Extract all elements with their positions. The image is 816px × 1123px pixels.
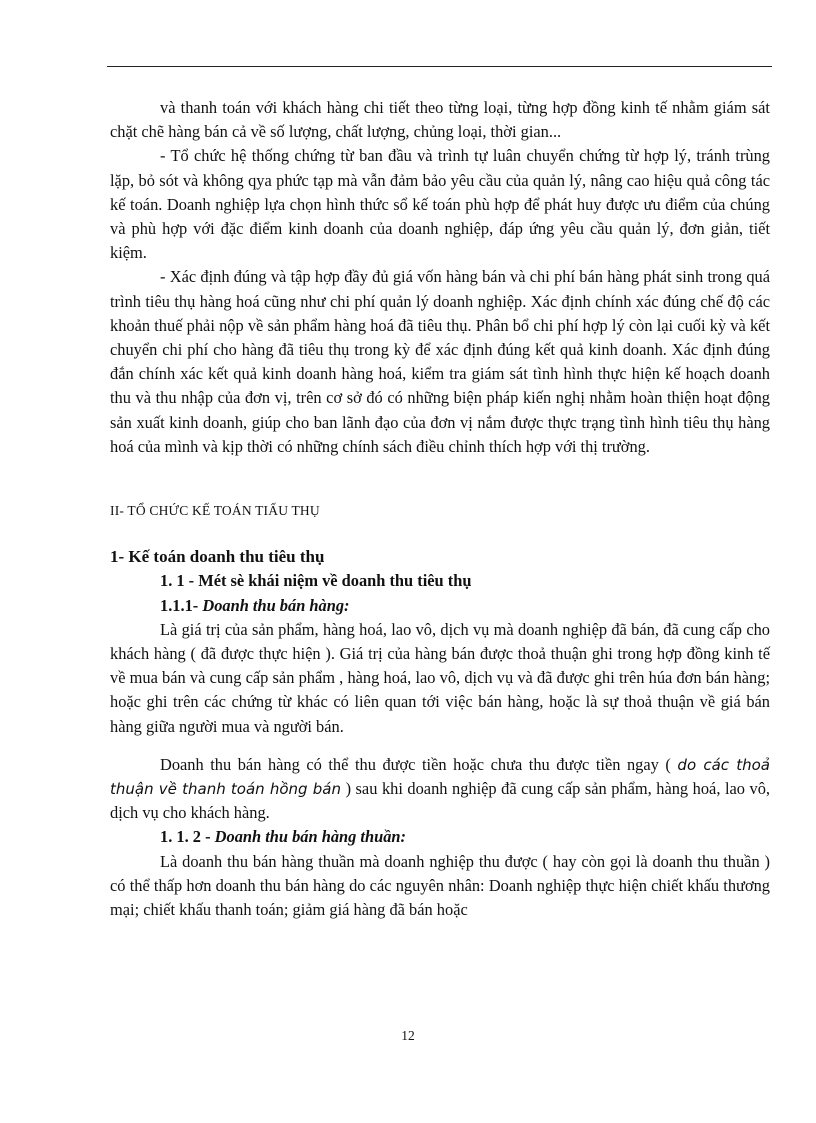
header-rule	[107, 66, 772, 67]
heading-1: 1- Kế toán doanh thu tiêu thụ	[110, 547, 325, 567]
paragraph: Là giá trị của sản phẩm, hàng hoá, lao vô, dịch vụ mà doanh nghiệp đã bán, đã cung cấp cho khách hàng ( đã được thực hiện ). Giá trị của hàng bán được thoả thuận ghi trong hợp đồng kinh tế về mua bán và cung cấp sản phẩm , hàng hoá, lao vô, dịch vụ và đã được ghi trên húa đơn bán hàng; hoặc ghi trên các chứng từ khác có liên quan tới việc bán hàng, hoặc là sự thoả thuận về giá bán hàng giữa người mua và người bán.	[110, 619, 770, 736]
heading-1-1-1	[110, 594, 770, 618]
paragraph: - Tổ chức hệ thống chứng từ ban đầu và trình tự luân chuyển chứng từ hợp lý, tránh trùng lặp, bỏ sót và không qya phức tạp mà vẫn đảm bảo yêu cầu của quản lý, nâng cao hiệu quả công tác kế toán. Doanh nghiệp lựa chọn hình thức sổ kế toán phù hợp để phát huy được ưu điểm của chúng và phù hợp với đặc điểm kinh doanh của doanh nghiệp, đáp ứng yêu cầu quản lý, đơn giản, tiết kiệm.	[110, 146, 770, 263]
section-heading: II- TỔ CHỨC KẾ TOÁN TIẤU THỤ	[110, 503, 320, 519]
paragraph: Là doanh thu bán hàng thuần mà doanh nghiệp thu được ( hay còn gọi là doanh thu thuần ) có thể thấp hơn doanh thu bán hàng do các nguyên nhân: Doanh nghiệp thực hiện chiết khấu thương mại; chiết khấu thanh toán; giảm giá hàng đã bán hoặc	[110, 851, 770, 920]
paragraph: - Xác định đúng và tập hợp đầy đủ giá vốn hàng bán và chi phí bán hàng phát sinh trong quá trình tiêu thụ hàng hoá cũng như chi phí quản lý doanh nghiệp. Xác định chính xác đúng chế độ các khoản thuế phải nộp về sản phẩm hàng hoá đã tiêu thụ. Phân bổ chi phí hợp lý còn lại cuối kỳ và kết chuyển chi phí cho hàng đã tiêu thụ trong kỳ để xác định đúng kết quả kinh doanh. Xác định đúng đắn chính xác kết quả kinh doanh hàng hoá, kiểm tra giám sát tình hình thực hiện kế hoạch doanh thu và thu nhập của đơn vị, trên cơ sở đó có những biện pháp kiến nghị nhằm hoàn thiện hoạt động sản xuất kinh doanh, giúp cho ban lãnh đạo của đơn vị nắm được thực trạng tình hình tiêu thụ hàng hoá của mình và kịp thời có những chính sách điều chỉnh thích hợp với thị trường.	[110, 267, 770, 456]
heading-1-1: 1. 1 - Mét sè khái niệm về doanh thu tiêu thụ	[160, 571, 472, 591]
page-number: 12	[401, 1028, 415, 1043]
italic-text: do các thoả thuận về thanh toán hồng bán	[110, 755, 770, 799]
heading-number: 1. 1. 2 -	[160, 827, 211, 847]
heading-1-1-2	[110, 825, 770, 849]
text-run: ) sau khi doanh nghiệp đã cung cấp sản phẩm, hàng hoá, lao vô, dịch vụ cho khách hàng.	[110, 779, 771, 823]
heading-title: Doanh thu bán hàng:	[202, 595, 350, 615]
paragraph	[110, 753, 770, 826]
heading-number: 1.1.1-	[160, 595, 199, 615]
text-run: Doanh thu bán hàng có thể thu được tiền hoặc chưa thu được tiền ngay (	[160, 754, 671, 774]
heading-title: Doanh thu bán hàng thuần:	[214, 827, 406, 847]
document-body	[110, 96, 770, 922]
paragraph: và thanh toán với khách hàng chi tiết theo từng loại, từng hợp đồng kinh tế nhằm giám sát chặt chẽ hàng bán cả về số lượng, chất lượng, chủng loại, thời gian...	[110, 98, 770, 142]
